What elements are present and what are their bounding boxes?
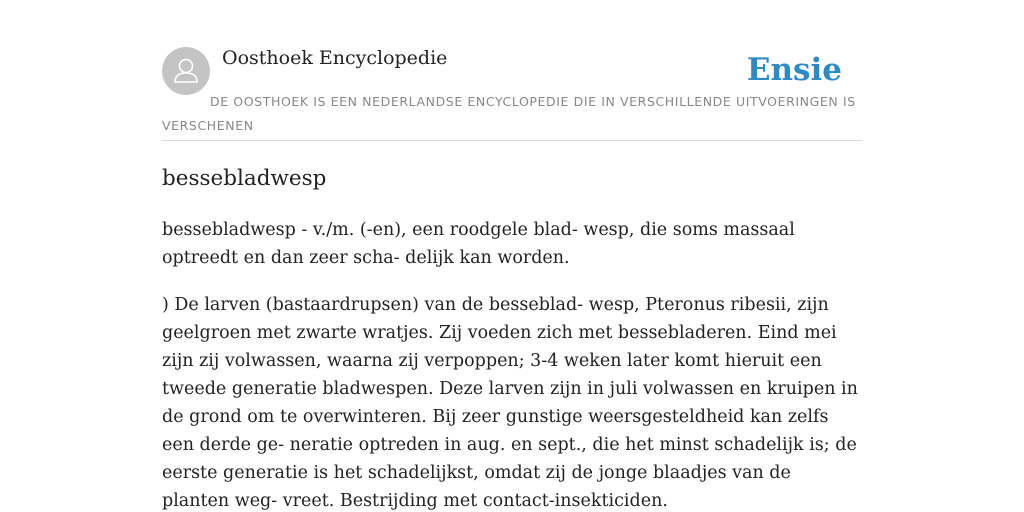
entry-paragraph-definition: bessebladwesp - v./m. (-en), een roodgele blad- wesp, die soms massaal optreedt en dan zeer scha- delijk kan worden. [162, 220, 795, 268]
author-avatar[interactable] [162, 47, 210, 95]
user-silhouette-icon [162, 47, 210, 95]
page-header [162, 44, 862, 141]
entry-content [162, 160, 862, 512]
entry-paragraph-description: ) De larven (bastaardrupsen) van de besseblad- wesp, Pteronus ribesii, zijn geelgroen met zwarte wratjes. Zij voeden zich met bessebladeren. Eind mei zijn zij volwassen, waarna zij verpoppen; 3-4 weken later komt hieruit een tweede generatie bladwespen. Deze larven zijn in juli volwassen en kruipen in de grond om te overwinteren. Bij zeer gunstige weersgesteldheid kan zelfs een derde ge- neratie optreden in aug. en sept., die het minst schadelijk is; de eerste generatie is het schadelijkst, omdat zij de jonge blaadjes van de planten weg- vreet. Bestrijding met contact-insekticiden. [162, 295, 858, 511]
site-name-link[interactable]: Oosthoek Encyclopedie [222, 47, 448, 69]
brand-logo-link[interactable]: Ensie [746, 52, 842, 88]
entry-title: bessebladwesp [162, 166, 327, 191]
site-tagline: DE OOSTHOEK IS EEN NEDERLANDSE ENCYCLOPEDIE DIE IN VERSCHILLENDE UITVOERINGEN IS VERSCHENEN [162, 94, 856, 133]
